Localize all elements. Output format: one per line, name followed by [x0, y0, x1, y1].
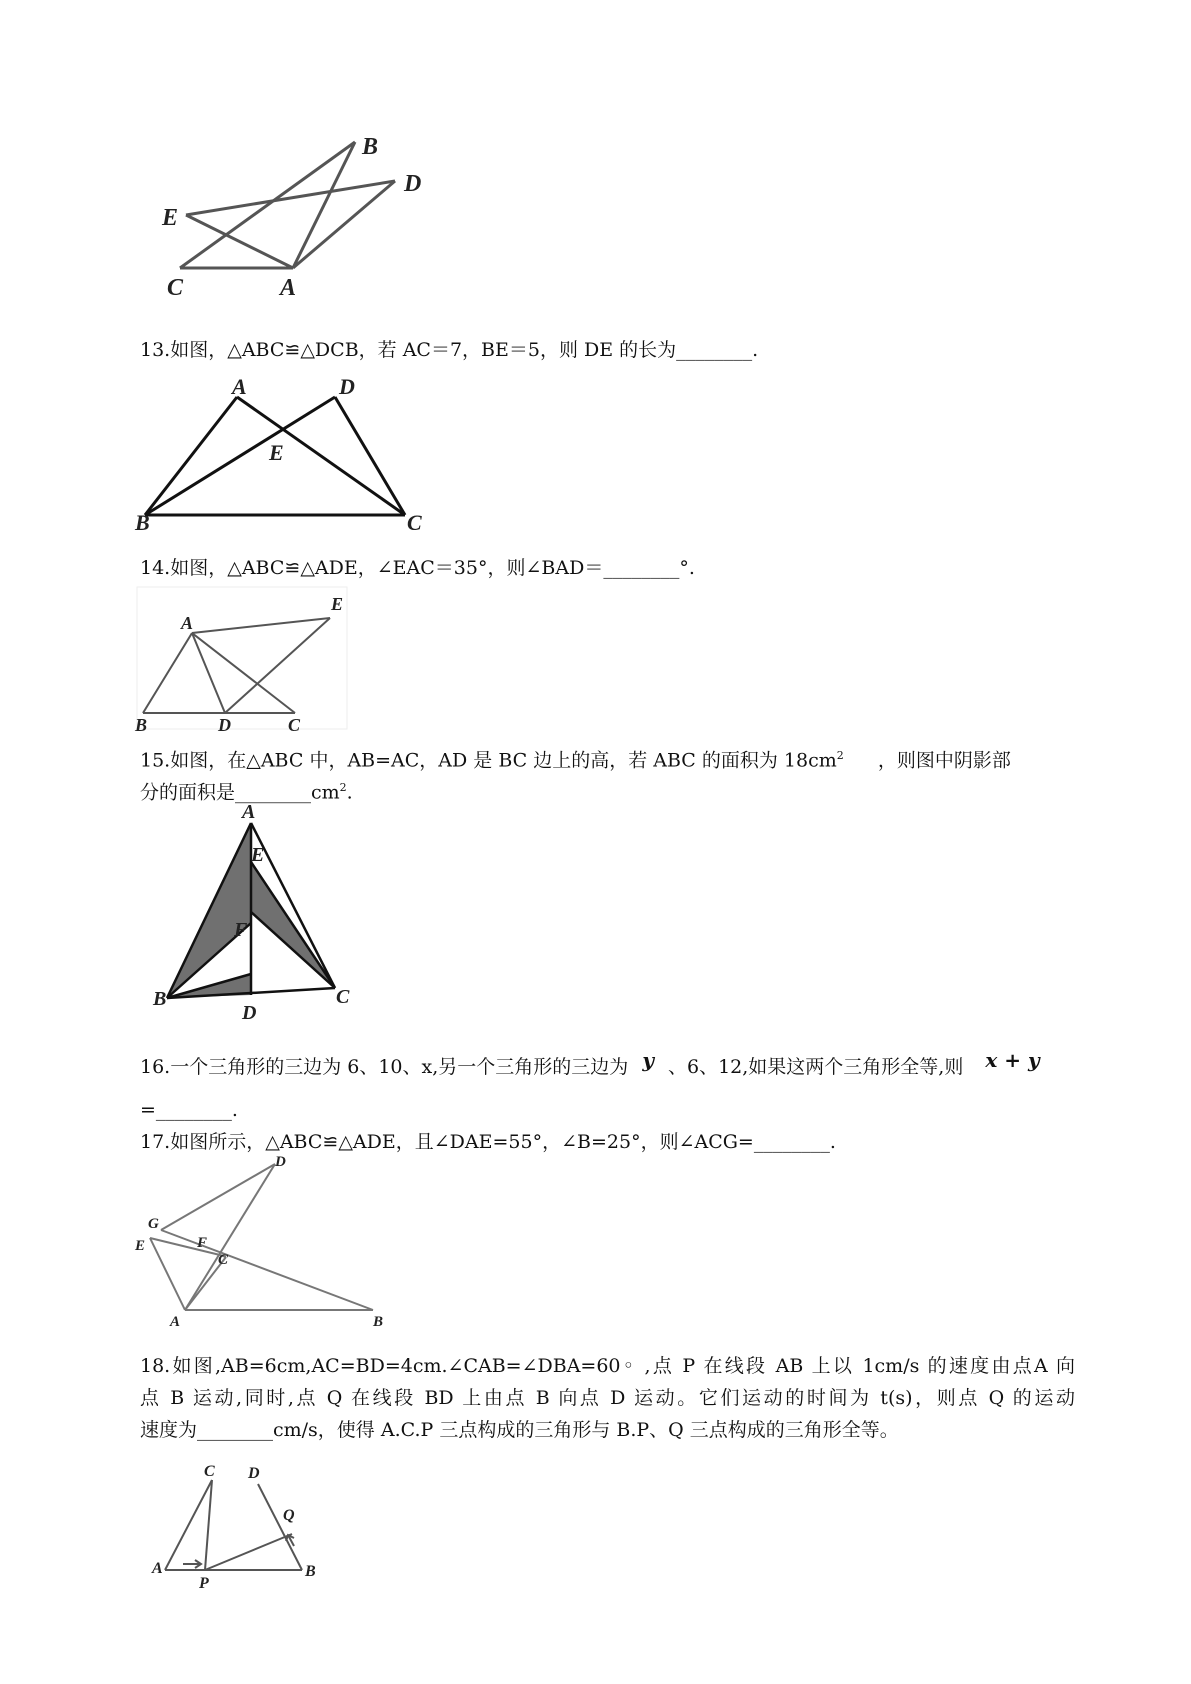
label-C: C	[218, 1252, 229, 1268]
label-E: E	[269, 440, 284, 465]
figure-q14-diagram	[135, 585, 365, 735]
label-E: E	[135, 1238, 146, 1254]
label-A: A	[181, 613, 194, 633]
label-D: D	[339, 374, 355, 399]
question-15-text-d: .	[346, 781, 353, 804]
math-x-plus-y: x + y	[985, 1048, 1040, 1072]
question-16-line-2	[140, 1094, 1075, 1126]
question-18-text-a: 18.如图,AB=6cm,AC=BD=4cm.∠CAB=∠DBA=60◦ ,点 P 在线段 AB 上以 1cm/s 的速度由点A 向	[140, 1355, 1075, 1377]
question-15-line-2	[140, 772, 1075, 808]
question-14-text: 14.如图，△ABC≌△ADE，∠EAC＝35°，则∠BAD＝________°.	[140, 557, 695, 579]
question-18-text-b: 点 B 运动,同时,点 Q 在线段 BD 上由点 B 向点 D 运动。它们运动的时间为 t(s)，则点 Q 的运动	[140, 1387, 1075, 1409]
question-18-line-3	[140, 1414, 1075, 1446]
label-C: C	[167, 275, 184, 301]
label-B: B	[153, 988, 167, 1010]
question-16-line-1	[140, 1050, 1075, 1083]
label-D: D	[242, 1002, 257, 1024]
figure-q17	[135, 1154, 395, 1340]
label-F: F	[197, 1235, 208, 1251]
label-A: A	[232, 374, 247, 399]
label-C: C	[204, 1463, 215, 1480]
label-A: A	[170, 1314, 181, 1330]
label-B: B	[135, 510, 150, 535]
figure-q15-diagram	[140, 801, 370, 1024]
label-B: B	[362, 134, 379, 160]
question-17-text: 17.如图所示，△ABC≌△ADE，且∠DAE=55°，∠B=25°，则∠ACG=________.	[140, 1131, 836, 1153]
label-C: C	[407, 510, 422, 535]
figure-q12	[150, 130, 450, 320]
question-13	[140, 334, 1075, 366]
question-14	[140, 552, 1075, 584]
label-B: B	[135, 715, 148, 735]
question-15-sup-2: 2	[339, 781, 347, 794]
question-15-sup: 2	[836, 749, 844, 762]
question-18-line-1	[140, 1350, 1075, 1382]
figure-q17-diagram	[135, 1154, 395, 1340]
question-16-text-b: 、6、12,如果这两个三角形全等,则	[668, 1056, 964, 1078]
question-15-text-c: 分的面积是________cm	[140, 781, 340, 804]
label-C: C	[288, 715, 301, 735]
label-E: E	[162, 205, 179, 231]
label-G: G	[148, 1216, 159, 1232]
label-F: F	[234, 919, 248, 941]
figure-q12-diagram	[150, 130, 450, 320]
math-y: y	[642, 1048, 654, 1072]
label-A: A	[280, 275, 297, 301]
question-15-text-a: 15.如图，在△ABC 中，AB=AC，AD 是 BC 边上的高，若 ABC 的面积为 18cm	[140, 749, 837, 772]
label-B: B	[373, 1314, 384, 1330]
label-B: B	[305, 1563, 316, 1580]
question-18-line-2	[140, 1382, 1075, 1414]
label-C: C	[336, 986, 350, 1008]
question-18-text-c: 速度为________cm/s，使得 A.C.P 三点构成的三角形与 B.P、Q 三点构成的三角形全等。	[140, 1419, 899, 1441]
label-D: D	[248, 1465, 260, 1482]
label-Q: Q	[283, 1507, 295, 1524]
figure-q18	[150, 1460, 330, 1590]
label-P: P	[199, 1575, 209, 1592]
figure-q18-diagram	[150, 1460, 330, 1590]
question-15-line-1	[140, 740, 1075, 776]
figure-q14	[135, 585, 365, 735]
figure-q13-diagram	[135, 374, 455, 535]
label-E: E	[251, 844, 265, 866]
question-16-text-c: =________.	[140, 1099, 238, 1121]
label-D: D	[275, 1154, 286, 1170]
figure-q13	[135, 374, 455, 535]
question-13-text: 13.如图，△ABC≌△DCB，若 AC＝7，BE＝5，则 DE 的长为________.	[140, 339, 759, 361]
label-D: D	[218, 715, 231, 735]
label-A: A	[152, 1560, 163, 1577]
label-D: D	[404, 171, 422, 197]
question-15-text-b: ，则图中阴影部	[877, 749, 1011, 772]
label-A: A	[242, 801, 256, 823]
figure-q15	[140, 801, 370, 1024]
label-E: E	[331, 594, 344, 614]
question-16-text-a: 16.一个三角形的三边为 6、10、x,另一个三角形的三边为	[140, 1056, 629, 1078]
